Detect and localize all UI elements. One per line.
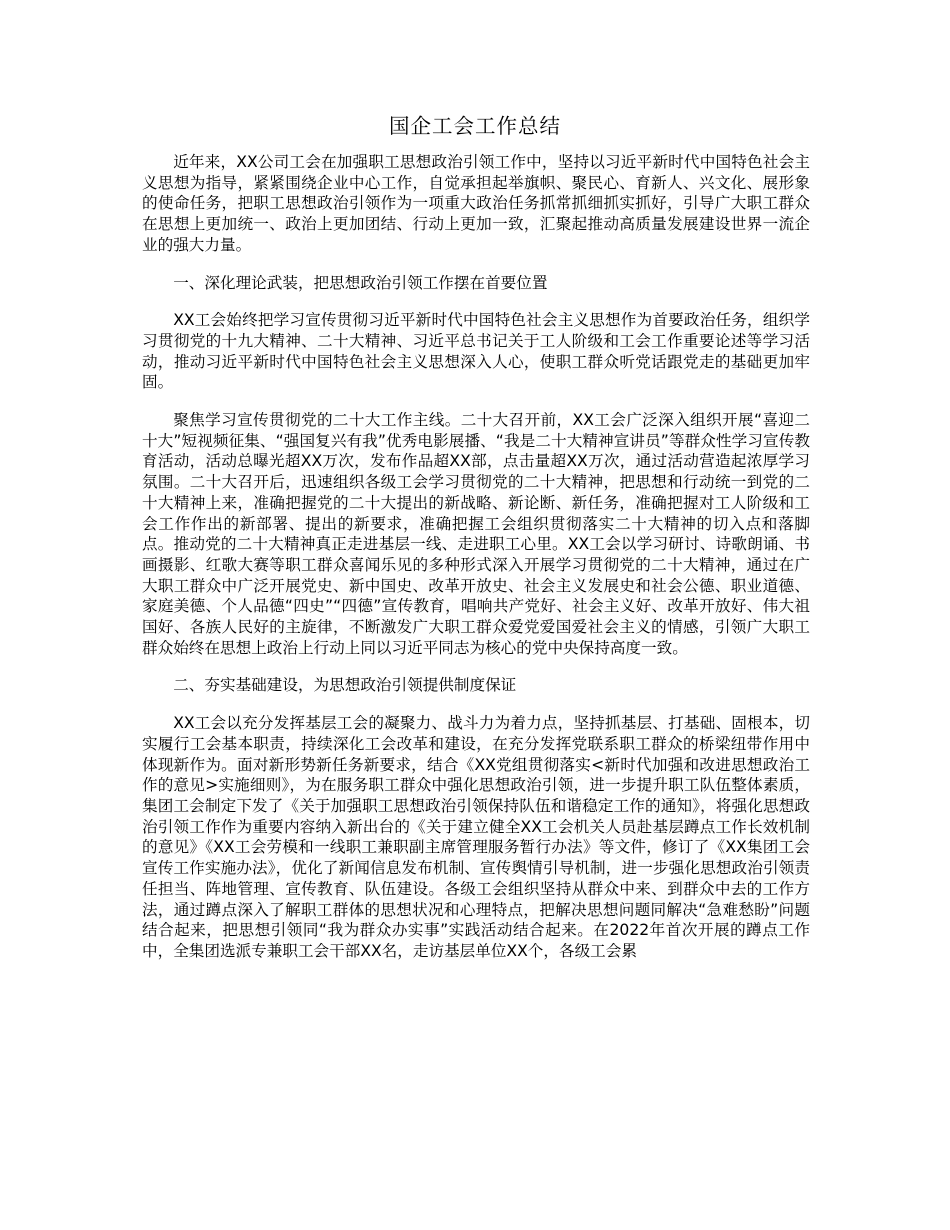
- body-paragraph: 聚焦学习宣传贯彻党的二十大工作主线。二十大召开前，XX工会广泛深入组织开展“喜迎二十大”短视频征集、“强国复兴有我”优秀电影展播、“我是二十大精神宣讲员”等群众性学习宣传教育活动，活动总曝光超XX万次，发布作品超XX部，点击量超XX万次，通过活动营造起浓厚学习氛围。二十大召开后，迅速组织各级工会学习贯彻党的二十大精神，把思想和行动统一到党的二十大精神上来，准确把握党的二十大提出的新战略、新论断、新任务，准确把握对工人阶级和工会工作作出的新部署、提出的新要求，准确把握工会组织贯彻落实二十大精神的切入点和落脚点。推动党的二十大精神真正走进基层一线、走进职工心里。XX工会以学习研讨、诗歌朗诵、书画摄影、红歌大赛等职工群众喜闻乐见的多种形式深入开展学习贯彻党的二十大精神，通过在广大职工群众中广泛开展党史、新中国史、改革开放史、社会主义发展史和社会公德、职业道德、家庭美德、个人品德“四史”“四德”宣传教育，唱响共产党好、社会主义好、改革开放好、伟大祖国好、各族人民好的主旋律，不断激发广大职工群众爱党爱国爱社会主义的情感，引领广大职工群众始终在思想上政治上行动上同以习近平同志为核心的党中央保持高度一致。: [142, 411, 810, 657]
- section-heading-1: 一、深化理论武装，把思想政治引领工作摆在首要位置: [173, 273, 548, 292]
- body-paragraph: XX工会以充分发挥基层工会的凝聚力、战斗力为着力点，坚持抓基层、打基础、固根本，切实履行工会基本职责，持续深化工会改革和建设，在充分发挥党联系职工群众的桥梁纽带作用中体现新作为。面对新形势新任务新要求，结合《XX党组贯彻落实<新时代加强和改进思想政治工作的意见>实施细则》，为在服务职工群众中强化思想政治引领，进一步提升职工队伍整体素质，集团工会制定下发了《关于加强职工思想政治引领保持队伍和谐稳定工作的通知》，将强化思想政治引领工作作为重要内容纳入新出台的《关于建立健全XX工会机关人员赴基层蹲点工作长效机制的意见》《XX工会劳模和一线职工兼职副主席管理服务暂行办法》等文件，修订了《XX集团工会宣传工作实施办法》，优化了新闻信息发布机制、宣传舆情引导机制，进一步强化思想政治引领责任担当、阵地管理、宣传教育、队伍建设。各级工会组织坚持从群众中来、到群众中去的工作方法，通过蹲点深入了解职工群体的思想状况和心理特点，把解决思想问题同解决“急难愁盼”问题结合起来，把思想引领同“我为群众办实事”实践活动结合起来。在2022年首次开展的蹲点工作中，全集团选派专兼职工会干部XX名，走访基层单位XX个，各级工会累: [142, 714, 810, 960]
- body-paragraph: XX工会始终把学习宣传贯彻习近平新时代中国特色社会主义思想作为首要政治任务，组织学习贯彻党的十九大精神、二十大精神、习近平总书记关于工人阶级和工会工作重要论述等学习活动，推动习近平新时代中国特色社会主义思想深入人心，使职工群众听党话跟党走的基础更加牢固。: [142, 311, 810, 392]
- document-body: [142, 152, 810, 962]
- intro-paragraph: 近年来，XX公司工会在加强职工思想政治引领工作中，坚持以习近平新时代中国特色社会主义思想为指导，紧紧围绕企业中心工作，自觉承担起举旗帜、聚民心、育新人、兴文化、展形象的使命任务，把职工思想政治引领作为一项重大政治任务抓常抓细抓实抓好，引导广大职工群众在思想上更加统一、政治上更加团结、行动上更加一致，汇聚起推动高质量发展建设世界一流企业的强大力量。: [142, 153, 810, 254]
- page-title: 国企工会工作总结: [389, 114, 561, 138]
- section-heading-2: 二、夯实基础建设，为思想政治引领提供制度保证: [173, 676, 517, 695]
